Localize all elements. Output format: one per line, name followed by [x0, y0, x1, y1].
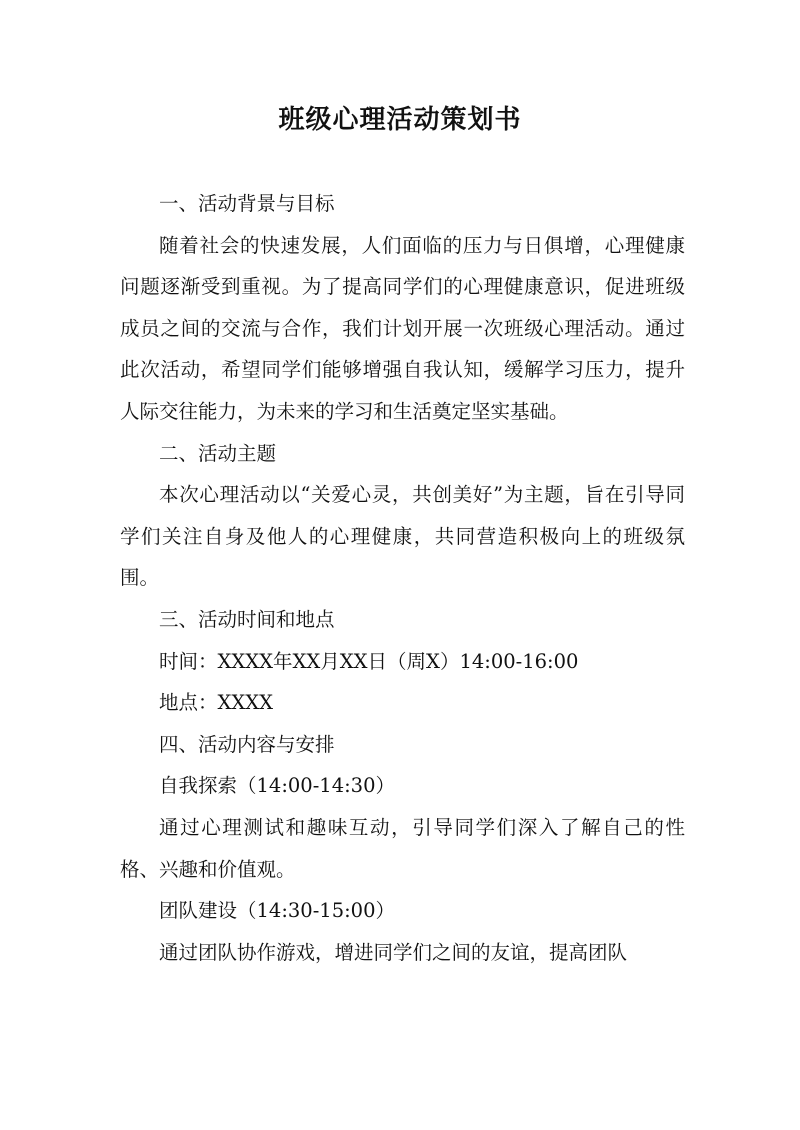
paragraph-theme: 本次心理活动以“关爱心灵，共创美好”为主题，旨在引导同学们关注自身及他人的心理健康，共同营造积极向上的班级氛围。 — [120, 483, 685, 590]
section-heading-content: 四、活动内容与安排 — [159, 732, 335, 756]
paragraph-place: 地点：XXXX — [159, 691, 274, 715]
paragraph-self-exploration: 通过心理测试和趣味互动，引导同学们深入了解自己的性格、兴趣和价值观。 — [120, 815, 685, 881]
section-heading-theme: 二、活动主题 — [159, 441, 277, 465]
section-heading-time-place: 三、活动时间和地点 — [159, 607, 335, 631]
paragraph-time: 时间：XXXX年XX月XX日（周X）14:00-16:00 — [159, 649, 579, 673]
section-heading-background: 一、活动背景与目标 — [159, 192, 335, 215]
document-body — [120, 183, 685, 973]
document-title: 班级心理活动策划书 — [278, 105, 522, 135]
subheading-self-exploration: 自我探索（14:00-14:30） — [159, 774, 395, 798]
paragraph-background: 随着社会的快速发展，人们面临的压力与日俱增，心理健康问题逐渐受到重视。为了提高同学们的心理健康意识，促进班级成员之间的交流与合作，我们计划开展一次班级心理活动。通过此次活动，希望同学们能够增强自我认知，缓解学习压力，提升人际交往能力，为未来的学习和生活奠定坚实基础。 — [120, 233, 685, 423]
paragraph-team-building: 通过团队协作游戏，增进同学们之间的友谊，提高团队 — [159, 940, 628, 964]
subheading-team-building: 团队建设（14:30-15:00） — [159, 899, 395, 923]
